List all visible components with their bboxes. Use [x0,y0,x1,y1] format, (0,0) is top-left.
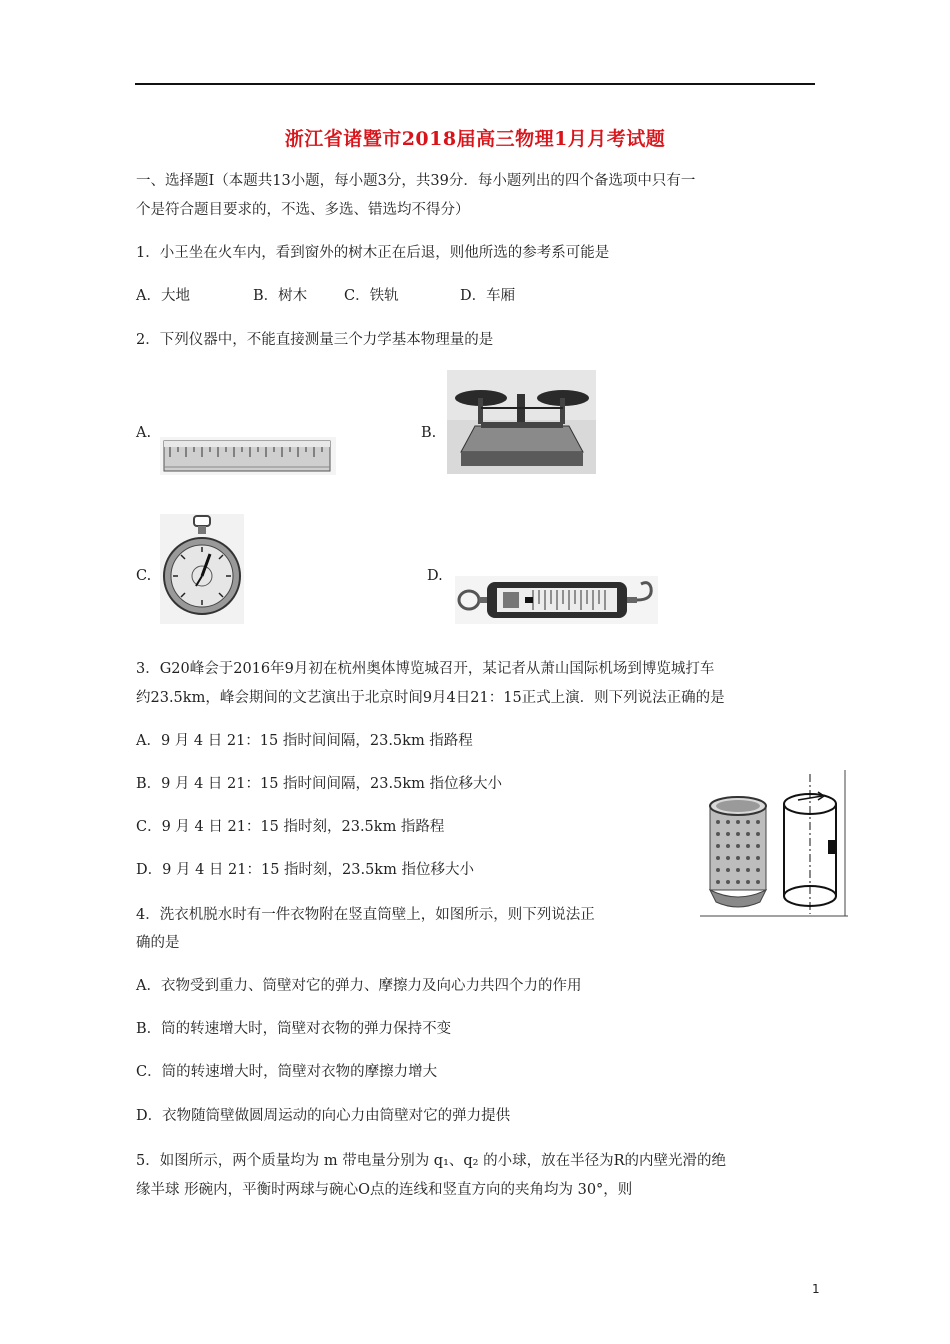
q3-option-d: D．9 月 4 日 21：15 指时刻，23.5km 指位移大小 [136,862,474,878]
q2-option-c: C. [136,568,152,584]
q2-option-a: A. [136,425,152,441]
q3-stem-line2: 约23.5km，峰会期间的文艺演出于北京时间9月4日21：15正式上演．则下列说法正确的是 [136,690,725,706]
q5-stem-line1: 5．如图所示，两个质量均为 m 带电量分别为 q₁、q₂ 的小球，放在半径为R的内壁光滑的绝 [136,1153,727,1169]
q4-option-b: B．筒的转速增大时，筒壁对衣物的弹力保持不变 [136,1021,452,1037]
balance-scale-image [447,370,596,474]
q1-option-c: C．铁轨 [344,288,399,304]
washing-drum-figure [700,770,848,918]
q2-option-b: B. [421,425,437,441]
q1-option-d: D．车厢 [460,288,516,304]
ruler-image [160,437,336,475]
q4-option-c: C．筒的转速增大时，筒壁对衣物的摩擦力增大 [136,1064,438,1080]
q4-option-a: A．衣物受到重力、筒壁对它的弹力、摩擦力及向心力共四个力的作用 [136,978,582,994]
q5-stem-line2: 缘半球 形碗内，平衡时两球与碗心O点的连线和竖直方向的夹角均为 30°，则 [136,1182,633,1198]
spring-scale-image [455,576,658,624]
q1-option-b: B．树木 [253,288,308,304]
q3-option-b: B．9 月 4 日 21：15 指时间间隔，23.5km 指位移大小 [136,776,502,792]
q4-stem-line1: 4．洗衣机脱水时有一件衣物附在竖直筒壁上，如图所示，则下列说法正 [136,907,595,923]
q4-stem-line2: 确的是 [136,935,180,951]
q1-stem: 1．小王坐在火车内，看到窗外的树木正在后退，则他所选的参考系可能是 [136,245,610,261]
stopwatch-image [160,514,244,624]
q3-option-a: A．9 月 4 日 21：15 指时间间隔，23.5km 指路程 [136,733,473,749]
section-instructions-line2: 个是符合题目要求的，不选、多选、错选均不得分） [136,202,470,218]
q1-option-a: A．大地 [136,288,190,304]
section-instructions-line1: 一、选择题Ⅰ（本题共13小题，每小题3分，共39分．每小题列出的四个备选项中只有一 [136,173,696,189]
header-rule [135,83,815,85]
q2-option-d: D. [427,568,443,584]
q3-stem-line1: 3．G20峰会于2016年9月初在杭州奥体博览城召开，某记者从萧山国际机场到博览城打车 [136,661,715,677]
q4-option-d: D．衣物随筒壁做圆周运动的向心力由筒壁对它的弹力提供 [136,1108,511,1124]
page-number: 1 [812,1282,820,1296]
q3-option-c: C．9 月 4 日 21：15 指时刻，23.5km 指路程 [136,819,445,835]
page-title: 浙江省诸暨市2018届高三物理1月月考试题 [284,128,666,150]
q2-stem: 2．下列仪器中，不能直接测量三个力学基本物理量的是 [136,332,494,348]
